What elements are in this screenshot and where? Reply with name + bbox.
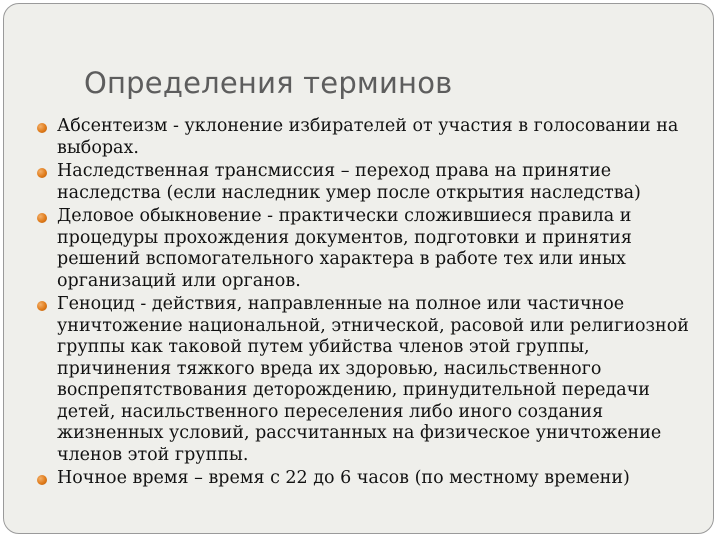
- definition-text: - действия, направленные на полное или частичное уничтожение национальной, этнической, расовой или религиозной группы как таковой путем убийства членов этой группы, причинения тяжкого вреда их здоровью, насильственного воспрепятствования деторождению, принудительной передачи детей, насильственного переселения либо иного создания жизненных условий, рассчитанных на физическое уничтожение членов этой группы.: [57, 294, 689, 465]
- definition-term: Наследственная трансмиссия: [57, 161, 336, 181]
- definition-term: Абсентеизм: [57, 116, 168, 136]
- bullet-icon: [37, 123, 47, 133]
- definitions-list: [37, 116, 705, 492]
- definition-text: – время с 22 до 6 часов (по местному времени): [188, 468, 630, 488]
- definition-item-night-time: [37, 468, 705, 490]
- bullet-icon: [37, 213, 47, 223]
- definition-text: - уклонение избирателей от участия в голосовании на выборах.: [57, 116, 679, 158]
- definition-term: Ночное время: [57, 468, 189, 488]
- definition-term: Деловое обыкновение: [57, 206, 262, 226]
- definition-item-business-custom: [37, 206, 705, 292]
- bullet-icon: [37, 168, 47, 178]
- slide-frame: [3, 3, 714, 534]
- definition-item-absenteeism: [37, 116, 705, 159]
- definition-term: Геноцид: [57, 294, 135, 314]
- bullet-icon: [37, 301, 47, 311]
- slide-title: Определения терминов: [84, 66, 453, 100]
- definition-item-genocide: [37, 294, 705, 466]
- bullet-icon: [37, 475, 47, 485]
- definition-item-hereditary-transmission: [37, 161, 705, 204]
- definition-text: - практически сложившиеся правила и процедуры прохождения документов, подготовки и принятия решений вспомогательного характера в работе тех или иных организаций или органов.: [57, 206, 632, 291]
- definition-text: – переход права на принятие наследства (если наследник умер после открытия наследства): [57, 161, 641, 203]
